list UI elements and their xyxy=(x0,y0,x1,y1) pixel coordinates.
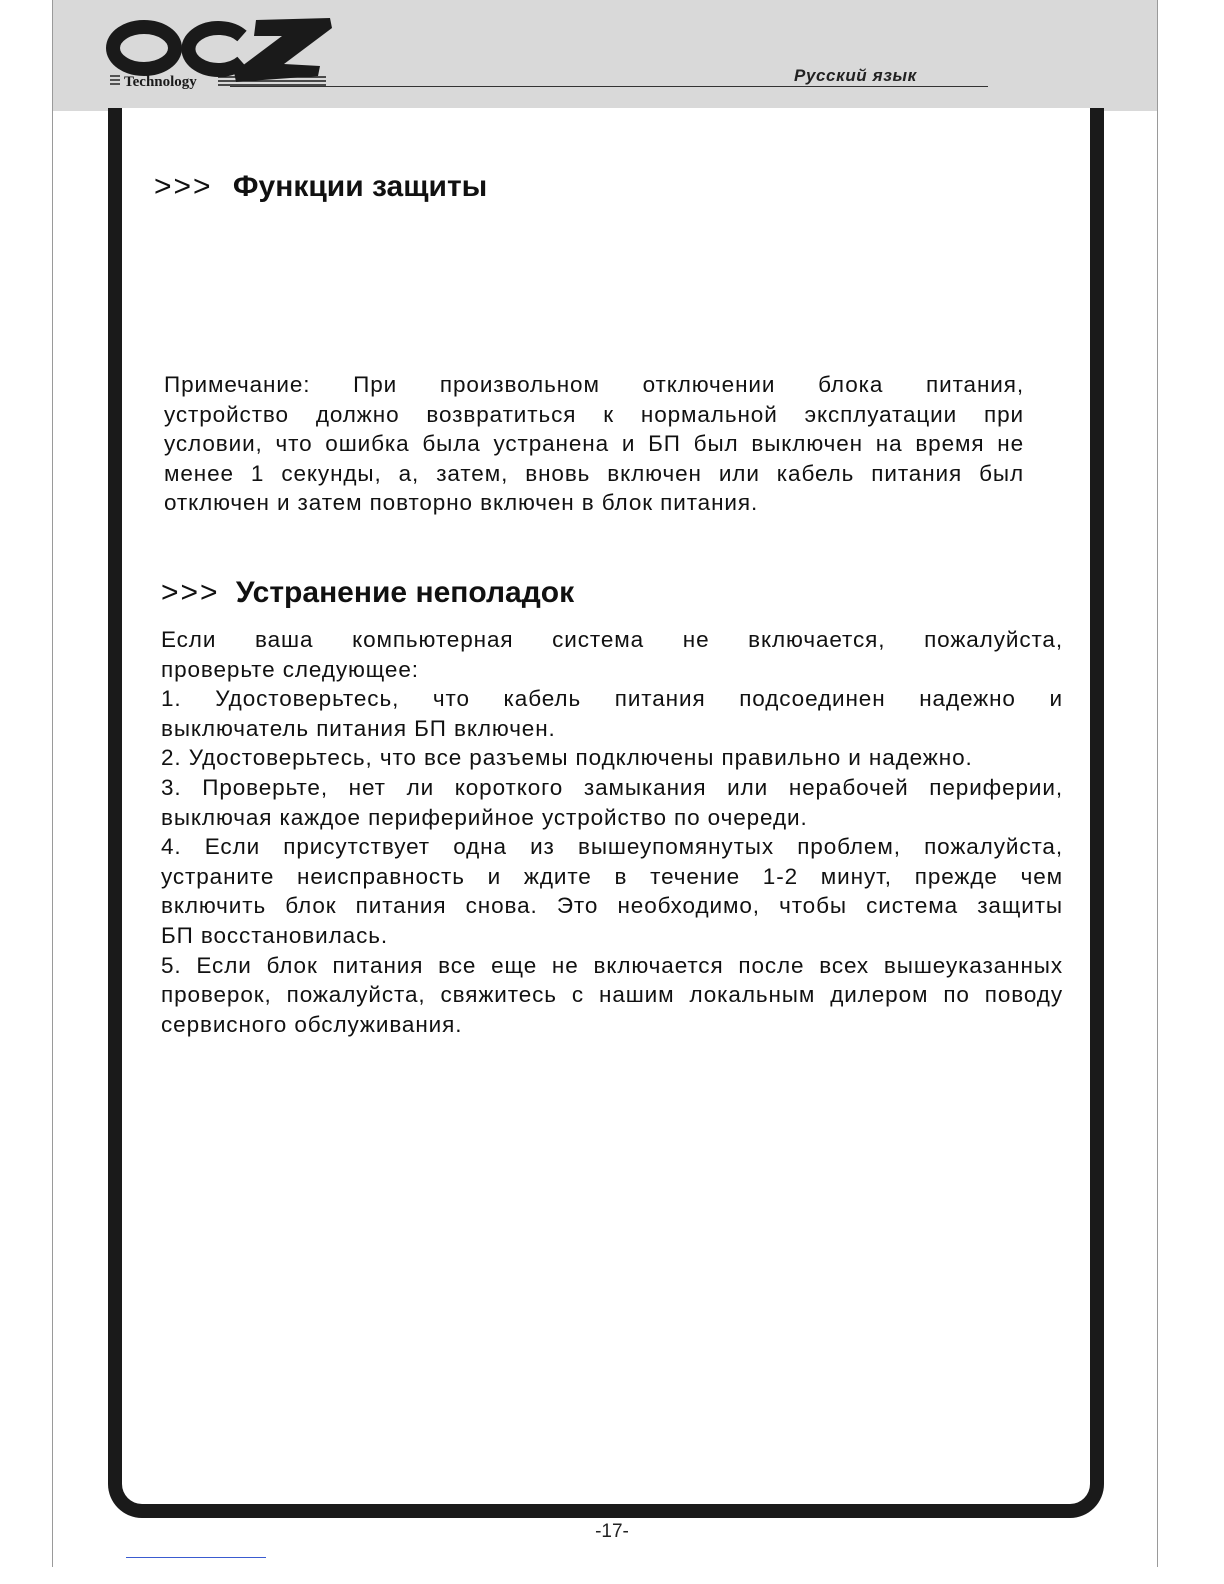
note-line: условии, что ошибка была устранена и БП был выключен на время не xyxy=(164,431,1024,457)
header-rule xyxy=(230,86,988,87)
troubleshooting-line: выключая каждое периферийное устройство по очереди. xyxy=(161,804,808,830)
troubleshooting-line: 3. Проверьте, нет ли короткого замыкания или нерабочей периферии, xyxy=(161,774,1063,800)
troubleshooting-line: Если ваша компьютерная система не включается, пожалуйста, xyxy=(161,627,1063,652)
troubleshooting-line: 1. Удостоверьтесь, что кабель питания подсоединен надежно и xyxy=(161,686,1063,712)
ocz-technology-logo xyxy=(106,14,332,92)
page-number: -17- xyxy=(595,1521,629,1542)
note-paragraph xyxy=(164,370,1024,518)
note-line: отключен и затем повторно включен в блок питания. xyxy=(164,490,759,516)
troubleshooting-line: выключатель питания БП включен. xyxy=(161,715,556,741)
troubleshooting-line: БП восстановилась. xyxy=(161,922,388,948)
troubleshooting-line: 5. Если блок питания все еще не включается после всех вышеуказанных xyxy=(161,952,1063,978)
troubleshooting-line: сервисного обслуживания. xyxy=(161,1011,463,1037)
troubleshooting-line: 4. Если присутствует одна из вышеупомянутых проблем, пожалуйста, xyxy=(161,834,1063,860)
section-heading-troubleshooting xyxy=(161,576,574,610)
section-arrows: >>> xyxy=(161,576,220,609)
note-line: устройство должно возвратиться к нормальной эксплуатации при xyxy=(164,401,1024,427)
section-title: Функции защиты xyxy=(232,170,488,203)
language-label: Русский язык xyxy=(794,66,917,85)
troubleshooting-line: проверьте следующее: xyxy=(161,656,419,682)
footer-link-rule xyxy=(126,1557,266,1558)
troubleshooting-line: устраните неисправность и ждите в течение 1-2 минут, прежде чем xyxy=(161,863,1063,889)
section-title: Устранение неполадок xyxy=(235,576,575,609)
section-arrows: >>> xyxy=(154,170,213,203)
note-line: менее 1 секунды, а, затем, вновь включен или кабель питания был xyxy=(164,460,1024,486)
troubleshooting-line: 2. Удостоверьтесь, что все разъемы подключены правильно и надежно. xyxy=(161,745,973,771)
troubleshooting-line: включить блок питания снова. Это необходимо, чтобы система защиты xyxy=(161,893,1063,919)
logo-subtext: Technology xyxy=(124,74,197,90)
troubleshooting-line: проверок, пожалуйста, свяжитесь с нашим локальным дилером по поводу xyxy=(161,982,1063,1008)
troubleshooting-list xyxy=(161,625,1063,1039)
section-heading-protection xyxy=(154,170,487,204)
note-line: Примечание: При произвольном отключении блока питания, xyxy=(164,372,1024,397)
